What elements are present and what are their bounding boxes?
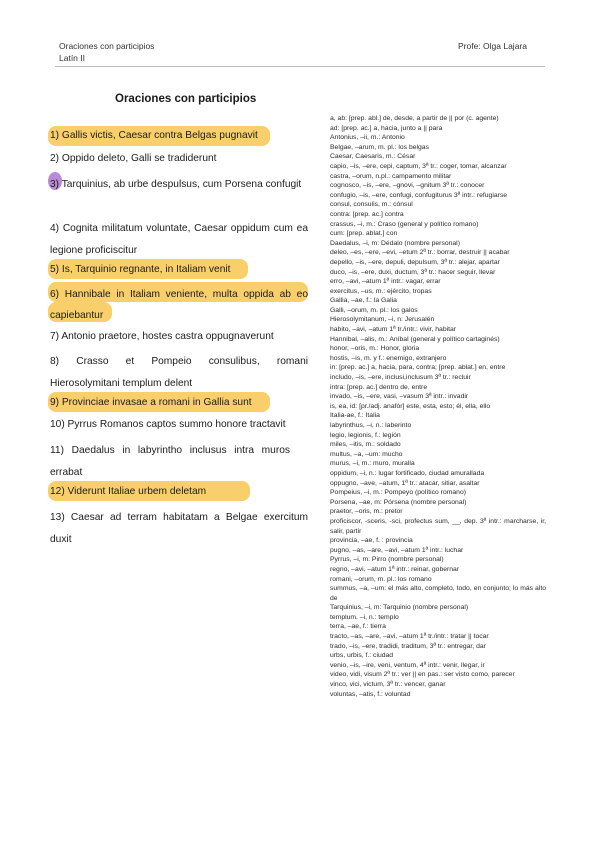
sentence-item: 6) Hannibale in Italiam veniente, multa oppida ab eo capiebantur — [50, 289, 308, 321]
vocabulary-entry: includo, –is, –ere, inclusi,inclusum 3ª tr.: recluir — [330, 374, 471, 382]
vocabulary-entry: Porsena, –ae, m: Pórsena (nombre personal) — [330, 498, 467, 506]
subject-label: Latín II — [59, 53, 85, 63]
vocabulary-entry: multus, –a, –um: mucho — [330, 450, 403, 458]
vocabulary-entry: Daedalus, –i, m: Dédalo (nombre personal) — [330, 239, 460, 247]
sentence-item: 9) Provinciae invasae a romani in Gallia sunt — [50, 397, 252, 408]
sentence-item: 3) Tarquinius, ab urbe despulsus, cum Porsena confugit — [50, 179, 302, 190]
vocabulary-entry: Belgae, –arum, m. pl.: los belgas — [330, 143, 429, 151]
vocabulary-entry: summus, –a, –um: el más alto, completo, todo, en conjunto; lo más alto de — [330, 585, 546, 602]
vocabulary-entry: is, ea, id: [pr./adj. anafór] este, esta, esto; él, ella, ello — [330, 402, 491, 410]
sentence-item: 12) Viderunt Italiae urbem deletam — [50, 486, 207, 497]
vocabulary-entry: Pyrrus, –i, m: Pirro (nombre personal) — [330, 556, 444, 564]
vocabulary-entry: contra: [prep. ac.] contra — [330, 210, 404, 218]
vocabulary-entry: honor, –oris, m.: Honor, gloria — [330, 345, 420, 353]
vocabulary-entry: labyrinthus, –i, n.: laberinto — [330, 422, 412, 429]
vocabulary-entry: provincia, –ae, f. : provincia — [330, 537, 413, 545]
vocabulary-entry: invado, –is, –ere, vasi, –vasum 3ª intr.: invadir — [330, 393, 469, 401]
vocabulary-entry: Tarquinius, –i, m: Tarquinio (nombre personal) — [330, 604, 469, 612]
vocabulary-entry: a, ab: [prep. abl.] de, desde, a partir de || por (c. agente) — [330, 115, 499, 122]
vocabulary-entry: capio, –is, –ere, cepi, captum, 3ª tr.: coger, tomar, alcanzar — [330, 162, 507, 170]
teacher-label: Profe: Olga Lajara — [458, 41, 527, 51]
vocabulary-entry: Pompeius, –i, m.: Pompeyo (político romano) — [330, 489, 466, 497]
sentence-item: 10) Pyrrus Romanos captos summo honore tractavit — [50, 419, 286, 430]
vocabulary-entry: castra, –orum, n.pl.: campamento militar — [330, 172, 452, 180]
sentence-item: 2) Oppido deleto, Galli se tradiderunt — [50, 153, 217, 164]
vocabulary-list — [330, 114, 546, 699]
vocabulary-entry: Antonius, –ii, m.: Antonio — [330, 134, 405, 142]
vocabulary-entry: Hierosolymitanum, –i, n: Jerusalén — [330, 316, 435, 324]
vocabulary-entry: urbs, urbis, f.: ciudad — [330, 652, 394, 660]
vocabulary-entry: voluntas, –atis, f.: voluntad — [330, 690, 411, 698]
vocabulary-entry: hostis, –is, m. y f.: enemigo, extranjero — [330, 354, 447, 362]
sentence-item: 4) Cognita militatum voluntate, Caesar oppidum cum ea legione proficiscitur — [50, 223, 308, 256]
vocabulary-entry: deleo, –es, –ere, –evi, –etum 2ª tr.: borrar, destruir || acabar — [330, 249, 510, 257]
sentence-item: 8) Crasso et Pompeio consulibus, romani Hierosolymitani templum delent — [50, 356, 308, 389]
vocabulary-entry: venio, –is, –ire, veni, ventum, 4ª intr.: venir, llegar, ir — [330, 661, 485, 669]
vocabulary-entry: habito, –avi, –atum 1ª tr./intr.: vivir, habitar — [330, 326, 457, 334]
vocabulary-entry: consul, consulis, m.: cónsul — [330, 201, 413, 209]
vocabulary-entry: Galli, –orum, m. pl.: los galos — [330, 306, 418, 314]
vocabulary-entry: in: [prep. ac.] a, hacia, para, contra; [prep. ablat.] en, entre — [330, 364, 506, 372]
vocabulary-entry: Italia-ae, f.: Italia — [330, 412, 380, 420]
vocabulary-entry: pugno, –as, –are, –avi, –atum 1ª intr.: luchar — [330, 546, 464, 554]
vocabulary-entry: vinco, vici, victum, 3ª tr.: vencer, ganar — [330, 681, 446, 689]
vocabulary-entry: video, vidi, visum 2ª tr.: ver || en pas.: ser visto como, parecer — [330, 671, 515, 679]
vocabulary-entry: miles, –itis, m.: soldado — [330, 441, 401, 449]
vocabulary-entry: crassus, –i, m.: Craso (general y político romano) — [330, 220, 479, 228]
sentence-item: 13) Caesar ad terram habitatam a Belgae exercitum duxit — [50, 512, 308, 545]
vocabulary-entry: proficiscor, -sceris, -sci, profectus sum, __, dep. 3ª intr.: marcharse, ir, salir, partir — [330, 517, 546, 535]
vocabulary-entry: cognosco, –is, –ere, –gnovi, –gnitum 3ª tr.: conocer — [330, 182, 485, 190]
vocabulary-entry: praetor, –oris, m.: pretor — [330, 508, 403, 516]
vocabulary-entry: cum: [prep. ablat.] con — [330, 230, 398, 238]
vocabulary-entry: trado, –is, –ere, tradidi, traditum, 3ª tr.: entregar, dar — [330, 642, 486, 650]
page-title: Oraciones con participios — [115, 93, 257, 105]
vocabulary-entry: depello, –is, –ere, depuli, depulsum, 3ª tr.: alejar, apartar — [330, 258, 500, 266]
vocabulary-entry: tracto, –as, –are, –avi, –atum 1ª tr./intr.: tratar || tocar — [330, 633, 489, 641]
sentence-item: 7) Antonio praetore, hostes castra oppugnaverunt — [50, 331, 274, 342]
vocabulary-entry: erro, –avi, –atum 1ª intr.: vagar, errar — [330, 278, 441, 286]
vocabulary-entry: confugio, –is, –ere, confugi, confugiturus 3ª intr.: refugiarse — [330, 191, 508, 199]
vocabulary-entry: Gallia, –ae, f.: la Galia — [330, 297, 397, 305]
vocabulary-entry: intra: [prep. ac.] dentro de, entre — [330, 383, 428, 391]
vocabulary-entry: duco, –is, –ere, duxi, ductum, 3ª tr.: hacer seguir, llevar — [330, 268, 496, 276]
vocabulary-entry: ad: [prep. ac.] a, hacia, junto a || para — [330, 124, 443, 132]
vocabulary-entry: templum. –i, n.: templo — [330, 613, 399, 621]
vocabulary-entry: legio, legionis, f.: legión — [330, 431, 401, 439]
header-divider — [55, 66, 545, 67]
vocabulary-entry: romani, –orum, m. pl.: los romano — [330, 575, 432, 583]
sentence-item: 5) Is, Tarquinio regnante, in Italiam venit — [50, 264, 231, 275]
vocabulary-entry: Caesar, Caesaris, m.: César — [330, 153, 416, 161]
vocabulary-entry: exercitus, –us, m.: ejército, tropas — [330, 287, 432, 295]
sentence-item: 11) Daedalus in labyrintho inclusus intra muros errabat — [50, 445, 290, 478]
vocabulary-entry: regno, –avi, –atum 1ª intr.: reinar, gobernar — [330, 565, 460, 573]
vocabulary-entry: Hannibal, –alis, m.: Aníbal (general y político cartaginés) — [330, 335, 500, 343]
vocabulary-entry: oppidum, –i, n.: lugar fortificado, ciudad amurallada — [330, 469, 485, 477]
course-title: Oraciones con participios — [59, 41, 155, 51]
vocabulary-entry: oppugno, –ave, –atum, 1ª tr.: atacar, sitiar, asaltar — [330, 479, 480, 487]
vocabulary-entry: terra, –ae, f.: tierra — [330, 623, 386, 631]
vocabulary-entry: murus, –i, m.: muro, muralla — [330, 460, 415, 468]
sentence-item: 1) Gallis victis, Caesar contra Belgas pugnavit — [50, 130, 258, 141]
